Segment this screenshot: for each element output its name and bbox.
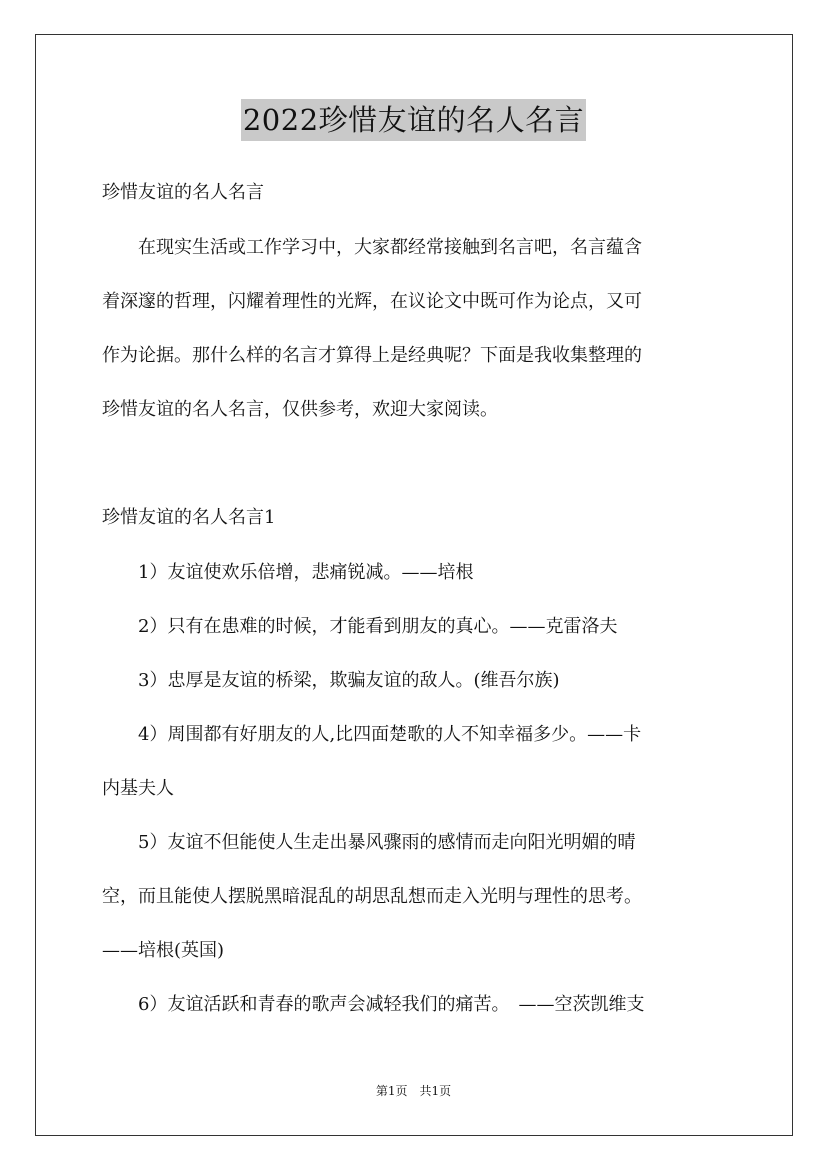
quote-line: 6）友谊活跃和青春的歌声会减轻我们的痛苦。 ——空茨凯维支 xyxy=(102,994,645,1015)
quote-line: 内基夫人 xyxy=(102,778,174,799)
section-heading: 珍惜友谊的名人名言1 xyxy=(102,507,276,528)
quote-line: 2）只有在患难的时候，才能看到朋友的真心。——克雷洛夫 xyxy=(102,616,618,637)
title-container xyxy=(0,99,827,141)
quote-line: 空，而且能使人摆脱黑暗混乱的胡思乱想而走入光明与理性的思考。 xyxy=(102,886,642,907)
quote-line: ——培根(英国) xyxy=(102,940,225,961)
document-title: 2022珍惜友谊的名人名言 xyxy=(241,99,586,141)
quote-line: 3）忠厚是友谊的桥梁，欺骗友谊的敌人。(维吾尔族) xyxy=(102,670,560,691)
quote-line: 5）友谊不但能使人生走出暴风骤雨的感情而走向阳光明媚的晴 xyxy=(102,832,636,853)
intro-line: 作为论据。那什么样的名言才算得上是经典呢？下面是我收集整理的 xyxy=(102,345,642,366)
intro-line: 着深邃的哲理，闪耀着理性的光辉，在议论文中既可作为论点，又可 xyxy=(102,291,642,312)
intro-line: 在现实生活或工作学习中，大家都经常接触到名言吧，名言蕴含 xyxy=(102,237,642,258)
page-footer: 第1页 共1页 xyxy=(375,1084,452,1098)
document-heading: 珍惜友谊的名人名言 xyxy=(102,182,264,203)
quote-line: 1）友谊使欢乐倍增，悲痛锐减。——培根 xyxy=(102,562,474,583)
intro-line: 珍惜友谊的名人名言，仅供参考，欢迎大家阅读。 xyxy=(102,399,498,420)
quote-line: 4）周围都有好朋友的人,比四面楚歌的人不知幸福多少。——卡 xyxy=(102,724,642,745)
